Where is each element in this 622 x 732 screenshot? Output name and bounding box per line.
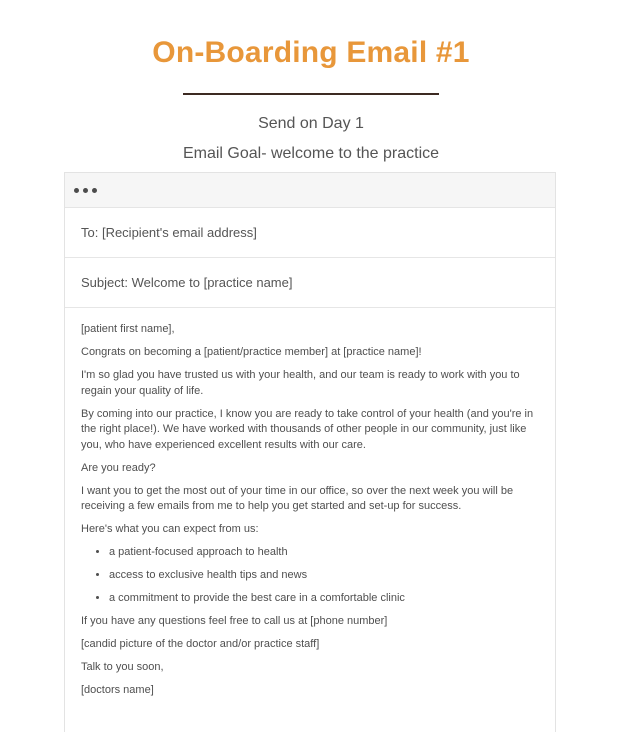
send-day-text: Send on Day 1 xyxy=(258,115,364,132)
list-item: • a patient-focused approach to health xyxy=(109,545,539,561)
body-paragraph: I want you to get the most out of your time in our office, so over the next week you will be receiving a few emails from me to help you get started and set-up for success. xyxy=(81,484,514,512)
body-paragraph: Congrats on becoming a [patient/practice member] at [practice name]! xyxy=(81,346,422,358)
greeting: [patient first name], xyxy=(81,323,175,335)
title-divider xyxy=(183,93,439,95)
body-paragraph: If you have any questions feel free to call us at [phone number] xyxy=(81,615,388,627)
signoff: Talk to you soon, xyxy=(81,661,164,673)
email-goal-text: Email Goal- welcome to the practice xyxy=(182,145,440,162)
expectations-list xyxy=(81,545,539,607)
list-item: • access to exclusive health tips and news xyxy=(109,568,539,584)
window-dot-icon xyxy=(83,188,88,193)
email-card xyxy=(64,172,556,732)
page-title: On-Boarding Email #1 xyxy=(152,36,470,69)
window-toolbar xyxy=(65,173,555,208)
subject-field: Subject: Welcome to [practice name] xyxy=(65,258,555,308)
list-item: • a commitment to provide the best care in a comfortable clinic xyxy=(109,591,539,607)
body-paragraph: By coming into our practice, I know you are ready to take control of your health (and you're in the right place!). We have worked with thousands of other people in our community, just like you, who have experienced excellent results with our care. xyxy=(81,407,534,451)
window-dot-icon xyxy=(92,188,97,193)
window-dot-icon xyxy=(74,188,79,193)
body-paragraph: Are you ready? xyxy=(81,461,156,474)
to-field: To: [Recipient's email address] xyxy=(65,208,555,258)
signature: [doctors name] xyxy=(81,684,154,696)
body-paragraph: I'm so glad you have trusted us with your health, and our team is ready to work with you to regain your quality of life. xyxy=(81,369,520,397)
body-paragraph: Here's what you can expect from us: xyxy=(81,523,259,535)
email-body xyxy=(65,308,555,699)
body-paragraph: [candid picture of the doctor and/or practice staff] xyxy=(81,638,320,650)
